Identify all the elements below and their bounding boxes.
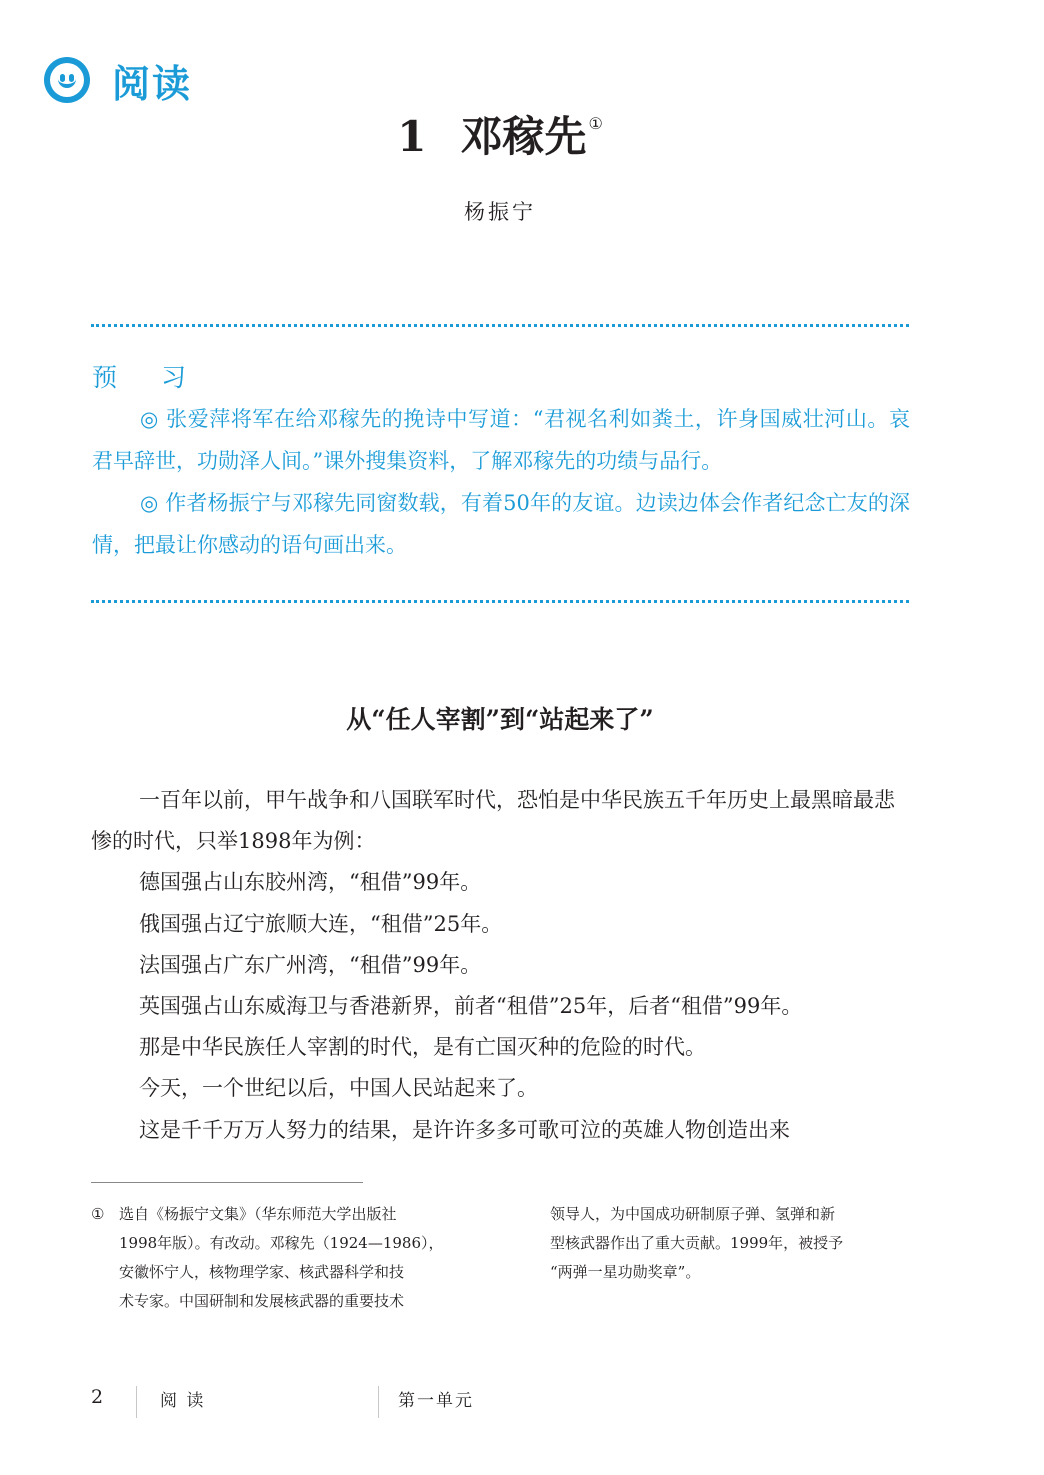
paragraph: 那是中华民族任人宰割的时代，是有亡国灭种的危险的时代。 bbox=[139, 1035, 706, 1060]
preview-top-divider bbox=[91, 324, 909, 327]
footnote-left-column bbox=[91, 1200, 483, 1316]
section-header bbox=[44, 54, 192, 106]
lesson-number: 1 bbox=[397, 112, 427, 161]
footer-unit: 第一单元 bbox=[398, 1391, 474, 1411]
paragraph: 德国强占山东胶州湾，“租借”99年。 bbox=[139, 870, 482, 895]
footnote-line: 1998年版）。有改动。邓稼先（1924—1986）， bbox=[119, 1234, 444, 1252]
preview-item: ◎ 作者杨振宁与邓稼先同窗数载，有着50年的友谊。边读边体会作者纪念亡友的深情，把最让你感动的语句画出来。 bbox=[92, 491, 910, 557]
footnote-line: 型核武器作出了重大贡献。1999年，被授予 bbox=[550, 1234, 844, 1252]
preview-bottom-divider bbox=[91, 600, 909, 603]
article-body bbox=[91, 780, 911, 1151]
section-label: 阅读 bbox=[112, 61, 193, 106]
footnote-right-column bbox=[550, 1200, 918, 1287]
article-subtitle: 从“任人宰割”到“站起来了” bbox=[346, 705, 654, 734]
preview-item: ◎ 张爱萍将军在给邓稼先的挽诗中写道：“君视名利如粪土，许身国威壮河山。哀君早辞世，功勋泽人间。”课外搜集资料，了解邓稼先的功绩与品行。 bbox=[92, 407, 910, 473]
author-name: 杨振宁 bbox=[464, 200, 536, 224]
footnote-line: “两弹一星功勋奖章”。 bbox=[550, 1263, 701, 1281]
footnote-rule bbox=[91, 1182, 363, 1183]
footnote-line: 领导人，为中国成功研制原子弹、氢弹和新 bbox=[550, 1205, 836, 1223]
footnote-line: 术专家。中国研制和发展核武器的重要技术 bbox=[119, 1292, 405, 1310]
paragraph: 俄国强占辽宁旅顺大连，“租借”25年。 bbox=[139, 911, 503, 936]
preview-heading: 预 习 bbox=[92, 363, 204, 392]
paragraph: 今天，一个世纪以后，中国人民站起来了。 bbox=[139, 1076, 538, 1101]
lesson-title-text: 邓稼先 bbox=[460, 112, 587, 161]
smiley-icon bbox=[44, 57, 90, 103]
footer-divider bbox=[378, 1386, 379, 1418]
paragraph: 法国强占广东广州湾，“租借”99年。 bbox=[139, 952, 482, 977]
paragraph: 一百年以前，甲午战争和八国联军时代，恐怕是中华民族五千年历史上最黑暗最悲惨的时代，只举1898年为例： bbox=[91, 788, 895, 854]
footnote-marker: ① bbox=[91, 1205, 105, 1223]
footer-divider bbox=[136, 1386, 137, 1418]
footnote-line: 安徽怀宁人，核物理学家、核武器科学和技 bbox=[119, 1263, 405, 1281]
footnote-line: ① 选自《杨振宁文集》（华东师范大学出版社 bbox=[91, 1200, 483, 1229]
paragraph: 这是千千万万人努力的结果，是许许多多可歌可泣的英雄人物创造出来 bbox=[139, 1117, 790, 1142]
lesson-title bbox=[0, 104, 1000, 164]
footnote-ref[interactable]: ① bbox=[588, 114, 603, 133]
paragraph: 英国强占山东威海卫与香港新界，前者“租借”25年，后者“租借”99年。 bbox=[139, 994, 803, 1019]
page-number: 2 bbox=[91, 1386, 104, 1408]
footer-section: 阅 读 bbox=[160, 1391, 206, 1411]
